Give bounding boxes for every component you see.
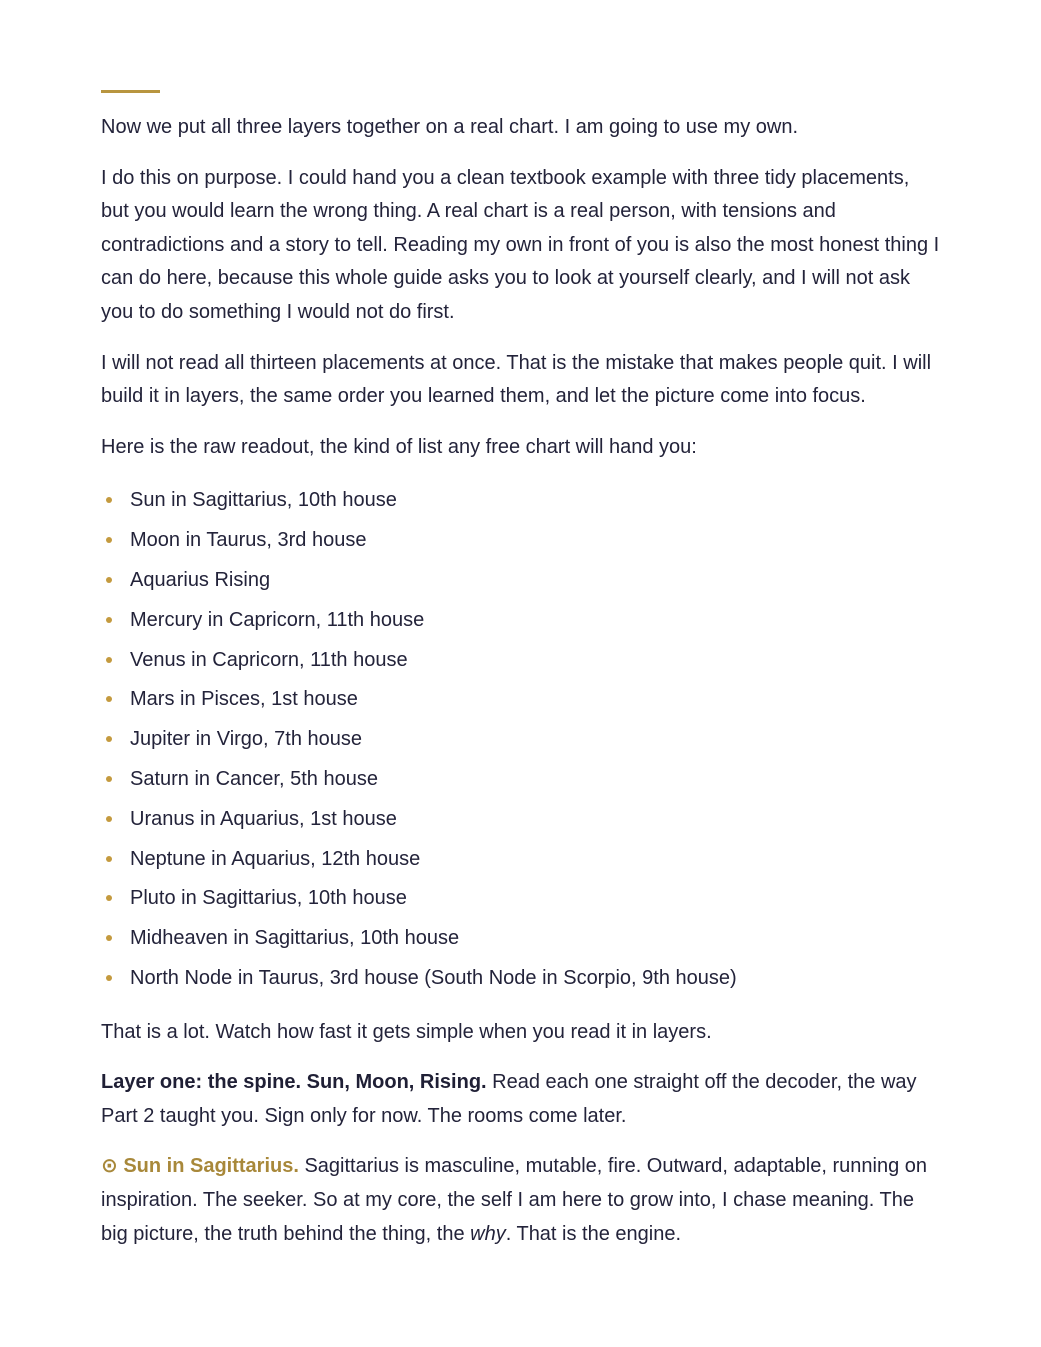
list-item: Midheaven in Sagittarius, 10th house bbox=[101, 919, 941, 959]
sun-paragraph bbox=[101, 1150, 941, 1251]
simplify-paragraph: That is a lot. Watch how fast it gets simple when you read it in layers. bbox=[101, 1020, 712, 1043]
readout-lead-paragraph: Here is the raw readout, the kind of list any free chart will hand you: bbox=[101, 435, 697, 458]
sun-label: ⊙ Sun in Sagittarius. bbox=[101, 1155, 299, 1178]
bullet-icon bbox=[106, 696, 112, 702]
list-item: Uranus in Aquarius, 1st house bbox=[101, 800, 941, 840]
section-divider bbox=[101, 90, 160, 93]
placements-list bbox=[101, 481, 941, 998]
bullet-icon bbox=[106, 577, 112, 583]
layer-one-body: Read each one straight off the decoder, the way Part 2 taught you. Sign only for now. The rooms come later. bbox=[101, 1071, 917, 1127]
list-item: Venus in Capricorn, 11th house bbox=[101, 641, 941, 681]
bullet-icon bbox=[106, 617, 112, 623]
sun-body: Sagittarius is masculine, mutable, fire. Outward, adaptable, running on inspiration. The seeker. So at my core, the self I am here to grow into, I chase meaning. The big picture, the truth behind the thing, the bbox=[101, 1155, 928, 1245]
layers-paragraph: I will not read all thirteen placements at once. That is the mistake that makes people quit. I will build it in layers, the same order you learned them, and let the picture come into focus. bbox=[101, 351, 932, 408]
bullet-icon bbox=[106, 895, 112, 901]
bullet-icon bbox=[106, 736, 112, 742]
sun-emphasis: why bbox=[470, 1222, 506, 1245]
list-item: Moon in Taurus, 3rd house bbox=[101, 521, 941, 561]
list-item: Jupiter in Virgo, 7th house bbox=[101, 720, 941, 760]
bullet-icon bbox=[106, 497, 112, 503]
sun-body-end: . That is the engine. bbox=[505, 1222, 682, 1245]
list-item: Mars in Pisces, 1st house bbox=[101, 680, 941, 720]
bullet-icon bbox=[106, 657, 112, 663]
list-item: Aquarius Rising bbox=[101, 561, 941, 601]
bullet-icon bbox=[106, 816, 112, 822]
purpose-paragraph: I do this on purpose. I could hand you a clean textbook example with three tidy placements, but you would learn the wrong thing. A real chart is a real person, with tensions and contradictions and a story to tell. Reading my own in front of you is also the most honest thing I can do here, because this whole guide asks you to look at yourself clearly, and I will not ask you to do something I would not do first. bbox=[101, 166, 940, 323]
list-item: Neptune in Aquarius, 12th house bbox=[101, 840, 941, 880]
bullet-icon bbox=[106, 935, 112, 941]
list-item: Pluto in Sagittarius, 10th house bbox=[101, 879, 941, 919]
layer-one-paragraph bbox=[101, 1066, 941, 1133]
bullet-icon bbox=[106, 776, 112, 782]
layer-one-heading: Layer one: the spine. Sun, Moon, Rising. bbox=[101, 1071, 487, 1094]
article-body bbox=[101, 111, 941, 1268]
list-item: Sun in Sagittarius, 10th house bbox=[101, 481, 941, 521]
list-item: Mercury in Capricorn, 11th house bbox=[101, 601, 941, 641]
list-item: North Node in Taurus, 3rd house (South Node in Scorpio, 9th house) bbox=[101, 959, 941, 999]
bullet-icon bbox=[106, 975, 112, 981]
bullet-icon bbox=[106, 537, 112, 543]
intro-paragraph: Now we put all three layers together on a real chart. I am going to use my own. bbox=[101, 116, 799, 138]
bullet-icon bbox=[106, 856, 112, 862]
list-item: Saturn in Cancer, 5th house bbox=[101, 760, 941, 800]
